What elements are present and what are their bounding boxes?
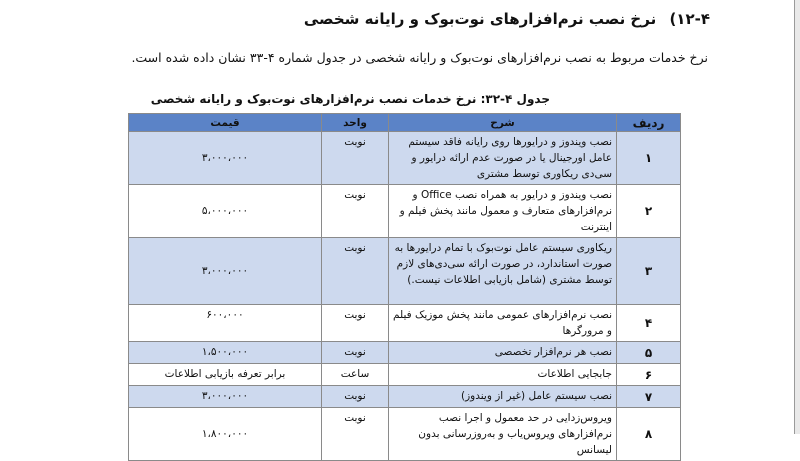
row-description: نصب هر نرم‌افزار تخصصی (389, 342, 617, 364)
row-index: ۱ (617, 132, 681, 185)
row-description: ویروس‌زدایی در حد معمول و اجرا نصب نرم‌افزارهای ویروس‌یاب و به‌روزرسانی بدون لیسانس (389, 408, 617, 461)
table-row (129, 305, 681, 342)
row-index: ۶ (617, 364, 681, 386)
row-price: برابر تعرفه بازیابی اطلاعات (129, 364, 322, 386)
row-unit: نوبت (322, 132, 389, 185)
table-header-row (129, 114, 681, 132)
row-unit: نوبت (322, 408, 389, 461)
row-price: ۵،۰۰۰،۰۰۰ (129, 185, 322, 238)
table-row (129, 364, 681, 386)
header-unit: واحد (322, 114, 389, 132)
table-row (129, 132, 681, 185)
row-description: نصب سیستم عامل (غیر از ویندوز) (389, 386, 617, 408)
row-index: ۸ (617, 408, 681, 461)
row-description: ریکاوری سیستم عامل نوت‌بوک با تمام درایورها به صورت استاندارد، در صورت ارائه سی‌دی‌های لازم توسط مشتری (شامل بازیابی اطلاعات نیست.) (389, 238, 617, 305)
header-price: قیمت (129, 114, 322, 132)
row-unit: نوبت (322, 185, 389, 238)
row-index: ۲ (617, 185, 681, 238)
row-unit: نوبت (322, 238, 389, 305)
row-description: نصب نرم‌افزارهای عمومی مانند پخش موزیک فیلم و مرورگرها (389, 305, 617, 342)
row-price: ۶۰۰،۰۰۰ (129, 305, 322, 342)
table-row (129, 386, 681, 408)
row-unit: نوبت (322, 305, 389, 342)
header-description: شرح (389, 114, 617, 132)
section-title: نرخ نصب نرم‌افزارهای نوت‌بوک و رایانه شخصی (303, 10, 657, 28)
row-description: نصب ویندوز و درایور به همراه نصب Office و نرم‌افزارهای متعارف و معمول مانند پخش فیلم و اینترنت (389, 185, 617, 238)
table-row (129, 238, 681, 305)
row-description: جابجایی اطلاعات (389, 364, 617, 386)
table-row (129, 342, 681, 364)
table-row (129, 185, 681, 238)
row-price: ۱،۵۰۰،۰۰۰ (129, 342, 322, 364)
row-price: ۳،۰۰۰،۰۰۰ (129, 132, 322, 185)
table-row (129, 408, 681, 461)
row-unit: نوبت (322, 386, 389, 408)
row-price: ۳،۰۰۰،۰۰۰ (129, 238, 322, 305)
page-edge-shade (795, 0, 800, 434)
row-unit: نوبت (322, 342, 389, 364)
intro-paragraph: نرخ خدمات مربوط به نصب نرم‌افزارهای نوت‌بوک و رایانه شخصی در جدول شماره ۴-۳۳ نشان داده شده است. (131, 50, 708, 65)
row-price: ۱،۸۰۰،۰۰۰ (129, 408, 322, 461)
row-index: ۳ (617, 238, 681, 305)
row-price: ۳،۰۰۰،۰۰۰ (129, 386, 322, 408)
row-index: ۵ (617, 342, 681, 364)
table-caption: جدول ۴-۳۲: نرخ خدمات نصب نرم‌افزارهای نوت‌بوک و رایانه شخصی (150, 92, 550, 106)
row-description: نصب ویندوز و درایورها روی رایانه فاقد سیستم عامل اورجینال یا در صورت عدم ارائه درایور و سی‌دی ریکاوری توسط مشتری (389, 132, 617, 185)
header-index: ردیف (617, 114, 681, 132)
section-heading (304, 10, 710, 28)
section-number: ۱۲-۴) (669, 10, 710, 28)
row-index: ۴ (617, 305, 681, 342)
row-index: ۷ (617, 386, 681, 408)
rates-table (128, 113, 681, 461)
row-unit: ساعت (322, 364, 389, 386)
